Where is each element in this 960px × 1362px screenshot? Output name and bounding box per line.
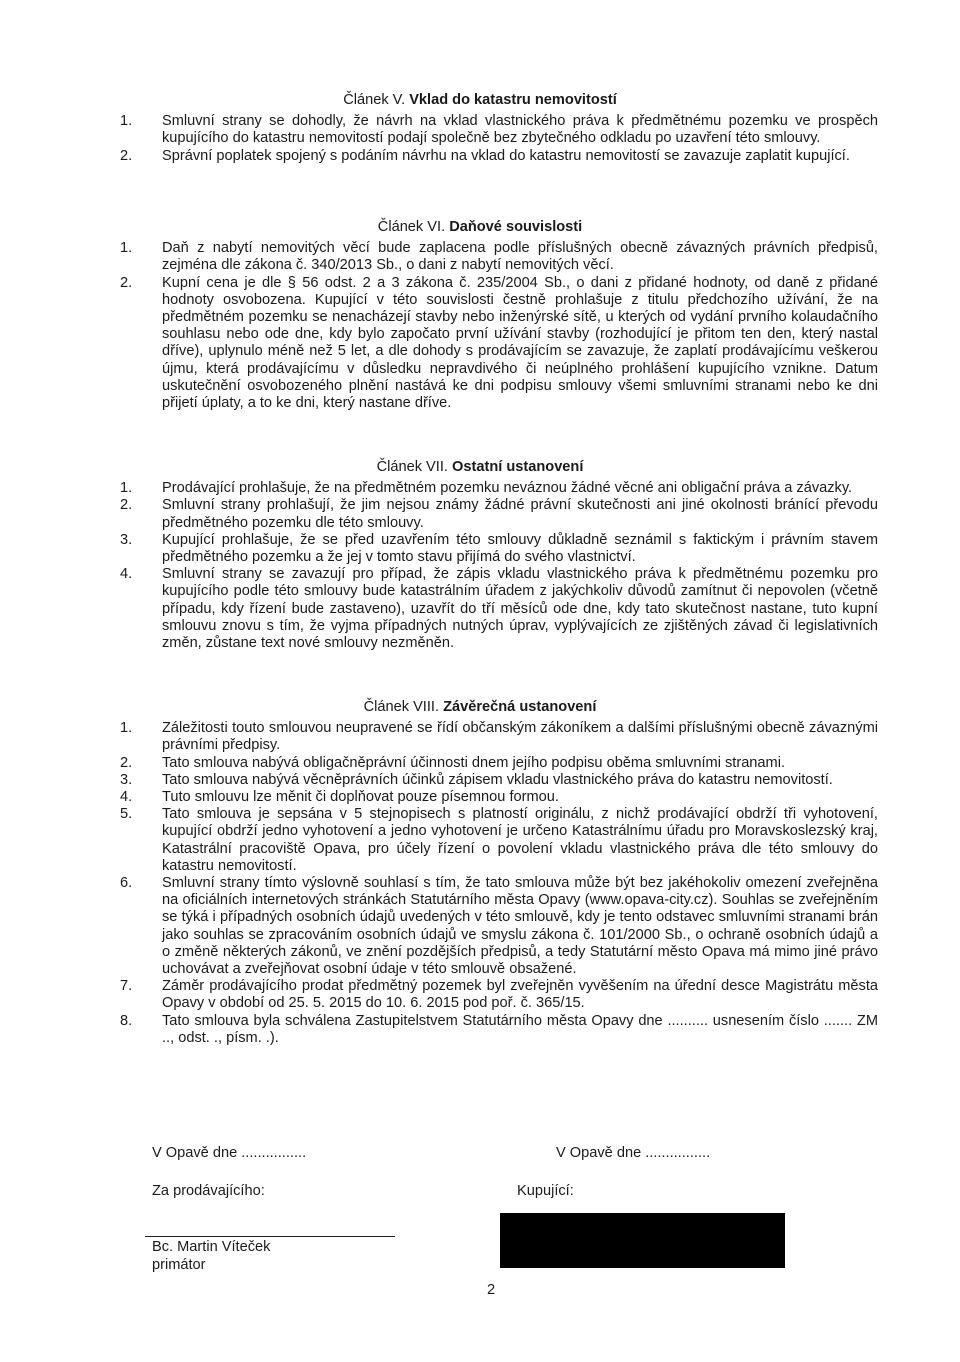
article-v-prefix: Článek V. [343,92,406,108]
item-number: 1. [120,240,133,257]
article-v-heading [0,92,960,109]
article-viii [0,699,960,1047]
article-vii-heading [0,459,960,476]
item-number: 8. [120,1012,133,1029]
article-vi-prefix: Článek VI. [377,219,446,235]
article-viii-item-8 [0,1013,960,1047]
article-vii-title: Ostatní ustanovení [452,459,584,475]
article-vi-heading [0,219,960,236]
seller-signature-line [145,1236,395,1237]
article-viii-item-1 [0,720,960,754]
item-number: 2. [120,274,133,291]
item-number: 2. [120,147,133,164]
item-number: 5. [120,806,133,823]
item-number: 4. [120,789,133,806]
item-number: 1. [120,720,133,737]
item-text: Smluvní strany prohlašují, že jim nejsou známy žádné právní skutečnosti ani jiné okolnosti bránící převodu předmětného pozemku dle této smlouvy. [162,497,878,531]
item-text: Daň z nabytí nemovitých věcí bude zaplacena podle příslušných obecně závazných právních předpisů, zejména dle zákona č. 340/2013 Sb., o dani z nabytí nemovitých věcí. [162,240,878,274]
item-text: Záměr prodávajícího prodat předmětný pozemek byl zveřejněn vyvěšením na úřední desce Magistrátu města Opavy v období od 25. 5. 2015 do 10. 6. 2015 pod poř. č. 365/15. [162,978,878,1012]
item-text: Smluvní strany tímto výslovně souhlasí s tím, že tato smlouva může být bez jakéhokoliv omezení zveřejněna na oficiálních internetových stránkách Statutárního města Opavy (www.opava-city.cz). Souhlas se zveřejněním se týká i případných osobních údajů uvedených v této smlouvě, kdy je tento odstavec smluvními stranami brán jako souhlas se zpracováním osobních údajů ve smyslu zákona č. 101/2000 Sb., o ochraně osobních údajů a o změně některých zákonů, ve znění pozdějších předpisů, a tedy Statutární město Opava má mimo jiné právo uchovávat a zveřejňovat osobní údaje v této smlouvě obsažené. [162,875,878,978]
article-viii-item-3 [0,772,960,789]
redaction-box [500,1213,785,1268]
item-text: Smluvní strany se zavazují pro případ, že zápis vkladu vlastnického práva k předmětnému pozemku pro kupujícího podle této smlouvy bude katastrálním úřadem z jakýchkoliv důvodů zamítnut či nepovolen (včetně případu, kdy řízení bude zastaveno), uzavřít do tří měsíců ode dne, kdy tato skutečnost nastane, tuto kupní smlouvu znovu s tím, že vyjma případných nutných úprav, vyplývajících ze zjištěných závad či legislativních změn, zůstane text nové smlouvy nezměněn. [162,566,878,652]
article-vi-item-2 [0,275,960,413]
article-viii-item-6 [0,875,960,978]
signer-role: primátor [152,1257,206,1273]
item-text: Tato smlouva je sepsána v 5 stejnopisech s platností originálu, z nichž prodávající obdrží tři vyhotovení, kupující obdrží jedno vyhotovení a jedno vyhotovení je určeno Katastrálnímu úřadu pro Moravskoslezský kraj, Katastrální pracoviště Opava, pro účely řízení o povolení vkladu vlastnického práva dle této smlouvy do katastru nemovitostí. [162,806,878,874]
item-text: Tato smlouva nabývá věcněprávních účinků zápisem vkladu vlastnického práva do katastru nemovitostí. [162,771,833,788]
item-text: Správní poplatek spojený s podáním návrhu na vklad do katastru nemovitostí se zavazuje zaplatit kupující. [162,147,850,164]
article-v-item-2 [0,148,960,165]
article-vii-item-4 [0,566,960,652]
article-v [0,92,960,165]
article-viii-item-2 [0,755,960,772]
item-number: 6. [120,875,133,892]
article-vi [0,219,960,412]
article-vii [0,459,960,652]
article-vi-item-1 [0,240,960,274]
article-v-item-1 [0,113,960,147]
item-text: Tuto smlouvu lze měnit či doplňovat pouze písemnou formou. [162,789,559,806]
seller-label: Za prodávajícího: [152,1183,265,1199]
article-viii-title: Závěrečná ustanovení [443,699,597,715]
item-number: 3. [120,531,133,548]
item-text: Smluvní strany se dohodly, že návrh na vklad vlastnického práva k předmětnému pozemku ve prospěch kupujícího do katastru nemovitostí podají společně bez zbytečného odkladu po uzavření této smlouvy. [162,113,878,147]
item-text: Tato smlouva byla schválena Zastupitelstvem Statutárního města Opavy dne .......... usnesením číslo ....... ZM .., odst. ., písm. .). [162,1012,878,1046]
buyer-label: Kupující: [517,1183,574,1199]
article-vii-item-1 [0,480,960,497]
article-vi-title: Daňové souvislosti [449,219,583,235]
item-number: 4. [120,566,133,583]
left-date-line: V Opavě dne ................ [152,1145,307,1161]
right-date-line: V Opavě dne ................ [556,1145,711,1161]
article-viii-heading [0,699,960,716]
article-vii-item-3 [0,532,960,566]
item-number: 1. [120,113,133,130]
article-vii-item-2 [0,497,960,531]
article-viii-item-4 [0,789,960,806]
signer-name: Bc. Martin Víteček [152,1239,271,1255]
page-number: 2 [487,1282,496,1298]
item-number: 3. [120,771,133,788]
article-viii-prefix: Článek VIII. [363,699,440,715]
item-text: Záležitosti touto smlouvou neupravené se řídí občanským zákoníkem a dalšími příslušnými obecně závaznými právními předpisy. [162,720,878,754]
item-text: Prodávající prohlašuje, že na předmětném pozemku neváznou žádné věcné ani obligační práva a závazky. [162,480,853,497]
item-number: 1. [120,480,133,497]
article-vii-prefix: Článek VII. [376,459,448,475]
article-viii-item-7 [0,978,960,1012]
item-number: 2. [120,497,133,514]
item-text: Tato smlouva nabývá obligačněprávní účinnosti dnem jejího podpisu oběma smluvními stranami. [162,754,785,771]
item-number: 2. [120,754,133,771]
item-text: Kupující prohlašuje, že se před uzavřením této smlouvy důkladně seznámil s faktickým i právním stavem předmětného pozemku a že jej v tomto stavu přijímá do svého vlastnictví. [162,531,878,566]
item-number: 7. [120,978,133,995]
article-viii-item-5 [0,806,960,875]
article-v-title: Vklad do katastru nemovitostí [409,92,617,108]
item-text: Kupní cena je dle § 56 odst. 2 a 3 zákona č. 235/2004 Sb., o dani z přidané hodnoty, od daně z přidané hodnoty osvobozena. Kupující v této souvislosti čestně prohlašuje z titulu předchozího užívání, že na předmětném pozemku se nenacházejí stavby nebo inženýrské sítě, u kterých od vydání prvního kolaudačního souhlasu nebo ode dne, kdy bylo započato první užívání stavby (rozhodující je přitom ten den, který nastal dříve), uplynulo méně než 5 let, a dle dohody s prodávajícím se zavazuje, že zaplatí prodávajícímu veškerou újmu, která prodávajícímu v důsledku nepravdivého či neúplného prohlášení kupujícího vznikne. Datum uskutečnění osvobozeného plnění nastává ke dni podpisu smlouvy všemi smluvními stranami nebo ke dni přijetí úplaty, a to ke dni, který nastane dříve. [162,274,878,412]
